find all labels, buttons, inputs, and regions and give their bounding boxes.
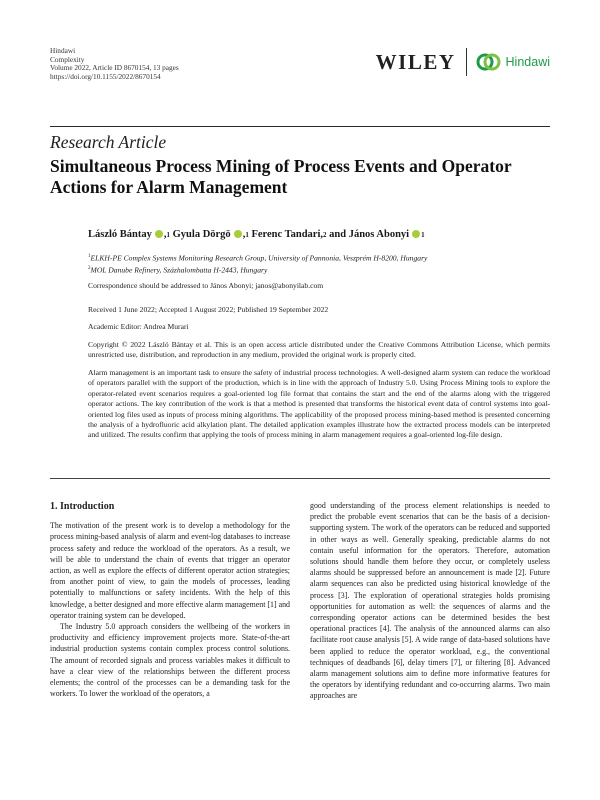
header-rule — [50, 126, 550, 127]
orcid-icon[interactable] — [234, 230, 242, 238]
affiliation-item — [88, 252, 550, 264]
article-type: Research Article — [50, 132, 167, 152]
body-paragraph: The motivation of the present work is to develop a methodology for the process mining-based analysis of alarm and event-log databases to increase process safety and reduce the workload of the operators. As a result, we will be able to understand the chain of events that trigger an operator action, as well as explore the effects of different operator action strategies; from another point of view, to gain the models of processes, leading potentially to malfunctions or safety incidents. With the help of this knowledge, a better designed and more effective alarm management [1] and operator training system can be developed. — [50, 521, 290, 620]
journal-name: Complexity — [50, 54, 85, 64]
hindawi-logo — [476, 51, 550, 73]
orcid-icon[interactable] — [155, 230, 163, 238]
affiliations — [88, 252, 550, 276]
publication-dates: Received 1 June 2022; Accepted 1 August 2022; Published 19 September 2022 — [88, 305, 329, 314]
article-title: Simultaneous Process Mining of Process Events and Operator Actions for Alarm Management — [50, 156, 512, 197]
author-name: László Bántay — [88, 229, 152, 240]
author-name: János Abonyi — [348, 229, 410, 240]
publisher-logos — [376, 44, 550, 80]
body-column-left — [50, 501, 290, 699]
publisher-name: Hindawi — [50, 46, 76, 55]
author-name: Gyula Dörgö — [172, 229, 231, 240]
academic-editor: Academic Editor: Andrea Murari — [88, 322, 189, 331]
author-list — [88, 229, 425, 240]
section-heading: 1. Introduction — [50, 501, 115, 512]
author-affil-sup: 2 — [323, 230, 327, 239]
author-affil-sup: 1 — [421, 230, 425, 239]
body-paragraph: The Industry 5.0 approach considers the wellbeing of the workers in productivity and efficiency improvement projects more. State-of-the-art industrial production systems contain complex process control solutions. The amount of recorded signals and process variables makes it difficult to have a clear view of the relationships between the different process elements; the control of the processes can be a demanding task for the workers. To lower the workload of the operators, a — [50, 622, 290, 699]
affiliation-sup: 1 — [88, 254, 91, 259]
body-paragraph: good understanding of the process element relationships is needed to predict the probable event scenarios that can be the basis of a decision-supporting system. The work of the operators can be reduced and supported in other ways as well. Generally speaking, predictable alarms do not contain useful information for the operators. Therefore, automation solutions should handle them before they occur, or completely useless alarms should be suppressed before an announcement is made [2]. Future alarm sequences can also be predicted using historical knowledge of the process [3]. The exploration of operational strategies holds promising opportunities for automation as well: the sequences of alarms and the corresponding operator actions can be determined besides the best operational practices [4]. The analysis of the announced alarms can also facilitate root cause analysis [5]. A wide range of data-based solutions have been applied to reduce the operator workload, e.g., the conventional techniques of deadbands [6], delay timers [7], or filtering [8]. Advanced alarm management solutions aim to define more informative features for the operators by identifying redundant and co-occurring alarms. Two main approaches are — [310, 501, 550, 701]
affiliation-text: ELKH-PE Complex Systems Monitoring Research Group, University of Pannonia, Veszprém H-8200, Hungary — [90, 253, 428, 263]
author-sep: , — [320, 229, 323, 240]
author-affil-sup: 1 — [166, 230, 171, 239]
doi-link[interactable]: https://doi.org/10.1155/2022/8670154 — [50, 71, 161, 81]
copyright-notice: Copyright © 2022 László Bántay et al. This is an open access article distributed under the Creative Commons Attribution License, which permits unrestricted use, distribution, and reproduction in any medium, provided the original work is properly cited. — [88, 340, 550, 360]
abstract-rule — [50, 478, 550, 479]
author-sep: , — [163, 229, 167, 240]
abstract: Alarm management is an important task to ensure the safety of industrial process technologies. A well-designed alarm system can reduce the workload of operators parallel with the support of the production, which is in line with the approach of Industry 5.0. Using Process Mining tools to explore the operator-related event scenarios requires a goal-oriented log file format that contains the start and the end of the alarms along with the triggered operator actions. The key contribution of the work is that a method is presented that transforms the historical event data of control systems into goal-oriented log files used as inputs of process mining algorithms. The applicability of the proposed process mining-based method is presented concerning the analysis of a hydrofluoric acid alkylation plant. The detailed application examples illustrate how the extracted process models can be interpreted and utilized. The results confirm that applying the tools of process mining in alarm management requires a goal-oriented log-file design. — [88, 368, 550, 440]
volume-line: Volume 2022, Article ID 8670154, 13 pages — [50, 63, 179, 73]
body-column-right — [310, 500, 550, 702]
author-sep: , — [242, 229, 246, 240]
author-and: and — [329, 229, 347, 240]
hindawi-wordmark: Hindawi — [505, 55, 550, 69]
affiliation-item — [88, 264, 550, 276]
hindawi-rings-icon — [476, 51, 502, 73]
logo-divider — [466, 48, 467, 76]
affiliation-sup: 2 — [88, 265, 91, 271]
affiliation-text: MOL Danube Refinery, Százhalombatta H-2443, Hungary — [90, 265, 268, 275]
journal-meta — [50, 47, 179, 81]
author-affil-sup: 1 — [245, 230, 249, 239]
author-name: Ferenc Tandari — [251, 229, 321, 240]
wiley-logo: WILEY — [375, 49, 456, 74]
orcid-icon[interactable] — [412, 230, 420, 238]
correspondence: Correspondence should be addressed to János Abonyi; janos@abonyilab.com — [88, 281, 324, 290]
